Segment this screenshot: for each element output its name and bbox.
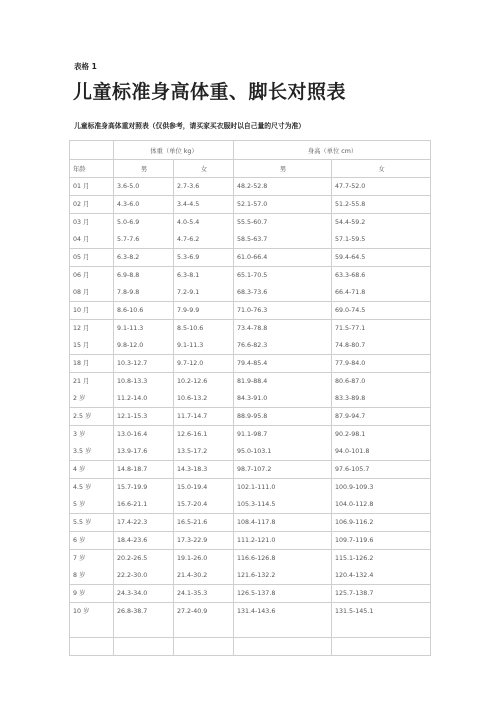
cell-weight-female: [174, 178, 234, 196]
cell-value: 100.9-109.3: [335, 484, 374, 491]
cell-weight-male: [114, 373, 174, 408]
cell-value: 5.3-6.9: [177, 254, 200, 261]
cell-weight-male: [114, 603, 174, 638]
cell-value: 59.4-64.5: [335, 254, 366, 261]
cell-value: 9.1-11.3: [177, 342, 204, 349]
cell-value: 104.0-112.8: [335, 501, 374, 508]
cell-value: 76.6-82.3: [237, 342, 268, 349]
cell-value: 05 月: [73, 254, 90, 261]
table-row: [70, 355, 431, 373]
cell-height-male: [234, 267, 332, 302]
table-row: [70, 585, 431, 603]
cell-weight-female: [174, 302, 234, 320]
cell-weight-female: [174, 249, 234, 267]
cell-value: 11.7-14.7: [177, 413, 208, 420]
cell-height-female: [332, 461, 431, 479]
cell-value: 5.7-7.6: [117, 236, 140, 243]
cell-value: 01 月: [73, 183, 90, 190]
cell-value: 27.2-40.9: [177, 608, 208, 615]
header-weight-male: 男: [114, 160, 174, 178]
cell-value: 4 岁: [73, 466, 86, 473]
cell-value: 87.9-94.7: [335, 413, 366, 420]
cell-value: 7 岁: [73, 555, 86, 562]
cell-height-female: [332, 267, 431, 302]
cell-height-male: [234, 408, 332, 426]
cell-age: [70, 373, 114, 408]
cell-age: [70, 355, 114, 373]
cell-height-female: [332, 302, 431, 320]
cell-height-female: [332, 638, 431, 656]
cell-value: 6 岁: [73, 537, 86, 544]
cell-height-male: [234, 603, 332, 638]
cell-value: 20.2-26.5: [117, 555, 148, 562]
cell-value: 13.9-17.6: [117, 448, 148, 455]
cell-value: 15.7-20.4: [177, 501, 208, 508]
cell-height-female: [332, 426, 431, 461]
cell-weight-male: [114, 638, 174, 656]
table-row: [70, 408, 431, 426]
cell-value: 83.3-89.8: [335, 395, 366, 402]
cell-value: [73, 638, 111, 655]
table-row: [70, 214, 431, 249]
cell-value: [177, 620, 231, 637]
cell-value: 13.5-17.2: [177, 448, 208, 455]
cell-value: 21 月: [73, 378, 90, 385]
table-row: [70, 426, 431, 461]
cell-weight-male: [114, 550, 174, 585]
cell-age: [70, 426, 114, 461]
cell-value: 79.4-85.4: [237, 360, 268, 367]
header-age: 年龄: [70, 160, 114, 178]
cell-value: [335, 638, 428, 655]
cell-value: 111.2-121.0: [237, 537, 276, 544]
cell-weight-male: [114, 408, 174, 426]
cell-weight-female: [174, 214, 234, 249]
cell-value: 55.5-60.7: [237, 219, 268, 226]
cell-value: 8 岁: [73, 572, 86, 579]
cell-height-male: [234, 479, 332, 514]
cell-weight-female: [174, 514, 234, 532]
cell-value: 17.4-22.3: [117, 519, 148, 526]
table-row: [70, 479, 431, 514]
table-row: [70, 514, 431, 532]
cell-height-male: [234, 638, 332, 656]
cell-value: 19.1-26.0: [177, 555, 208, 562]
cell-height-female: [332, 373, 431, 408]
cell-age: [70, 532, 114, 550]
cell-value: 4.0-5.4: [177, 219, 200, 226]
cell-height-male: [234, 178, 332, 196]
cell-height-female: [332, 479, 431, 514]
cell-value: 94.0-101.8: [335, 448, 370, 455]
cell-height-male: [234, 426, 332, 461]
cell-value: 10.6-13.2: [177, 395, 208, 402]
cell-value: 03 月: [73, 219, 90, 226]
cell-value: 48.2-52.8: [237, 183, 268, 190]
cell-weight-female: [174, 638, 234, 656]
cell-value: 109.7-119.6: [335, 537, 374, 544]
cell-value: [237, 620, 329, 637]
cell-weight-female: [174, 355, 234, 373]
cell-value: 10.3-12.7: [117, 360, 148, 367]
cell-weight-female: [174, 479, 234, 514]
cell-value: 3.6-5.0: [117, 183, 140, 190]
cell-height-male: [234, 196, 332, 214]
cell-weight-male: [114, 514, 174, 532]
cell-weight-female: [174, 603, 234, 638]
cell-value: [177, 638, 231, 655]
cell-value: 8.5-10.6: [177, 325, 204, 332]
cell-weight-female: [174, 550, 234, 585]
cell-value: [117, 620, 171, 637]
cell-value: 08 月: [73, 289, 90, 296]
cell-value: 125.7-138.7: [335, 590, 374, 597]
cell-value: 97.6-105.7: [335, 466, 370, 473]
cell-value: 5.0-6.9: [117, 219, 140, 226]
header-height: 身高（单位 cm）: [234, 141, 431, 160]
cell-value: 5 岁: [73, 501, 86, 508]
cell-height-male: [234, 461, 332, 479]
cell-value: 9.7-12.0: [177, 360, 204, 367]
cell-weight-male: [114, 355, 174, 373]
cell-height-male: [234, 585, 332, 603]
cell-value: 106.9-116.2: [335, 519, 374, 526]
table-row: [70, 178, 431, 196]
cell-value: 9 岁: [73, 590, 86, 597]
cell-height-female: [332, 532, 431, 550]
cell-age: [70, 585, 114, 603]
header-weight-female: 女: [174, 160, 234, 178]
cell-age: [70, 302, 114, 320]
cell-value: 9.8-12.0: [117, 342, 144, 349]
cell-age: [70, 408, 114, 426]
cell-age: [70, 514, 114, 532]
cell-value: 10.8-13.3: [117, 378, 148, 385]
cell-weight-female: [174, 426, 234, 461]
cell-weight-female: [174, 408, 234, 426]
cell-height-female: [332, 214, 431, 249]
cell-height-female: [332, 550, 431, 585]
cell-value: 5.5 岁: [73, 519, 92, 526]
cell-value: 7.9-9.9: [177, 307, 200, 314]
cell-value: 131.5-145.1: [335, 608, 374, 615]
cell-value: 108.4-117.8: [237, 519, 276, 526]
table-row: [70, 461, 431, 479]
table-row: [70, 196, 431, 214]
table-row: [70, 603, 431, 638]
cell-height-female: [332, 178, 431, 196]
table-row: [70, 249, 431, 267]
cell-value: 10.2-12.6: [177, 378, 208, 385]
cell-weight-male: [114, 479, 174, 514]
size-chart-table: [69, 140, 431, 656]
cell-weight-female: [174, 585, 234, 603]
cell-height-male: [234, 249, 332, 267]
cell-value: 04 月: [73, 236, 90, 243]
cell-value: 116.6-126.8: [237, 555, 276, 562]
cell-weight-female: [174, 320, 234, 355]
cell-value: 7.2-9.1: [177, 289, 200, 296]
cell-value: [237, 638, 329, 655]
cell-value: 18 月: [73, 360, 90, 367]
cell-age: [70, 550, 114, 585]
cell-age: [70, 461, 114, 479]
cell-value: 65.1-70.5: [237, 272, 268, 279]
cell-value: 90.2-98.1: [335, 431, 366, 438]
cell-value: 06 月: [73, 272, 90, 279]
cell-value: 10 岁: [73, 608, 90, 615]
table-header-sub-row: [70, 160, 431, 178]
cell-value: 81.9-88.4: [237, 378, 268, 385]
header-height-female: 女: [332, 160, 431, 178]
cell-value: 71.0-76.3: [237, 307, 268, 314]
cell-value: 14.8-18.7: [117, 466, 148, 473]
cell-value: 80.6-87.0: [335, 378, 366, 385]
cell-height-male: [234, 302, 332, 320]
cell-height-female: [332, 249, 431, 267]
cell-value: 88.9-95.8: [237, 413, 268, 420]
cell-value: 102.1-111.0: [237, 484, 276, 491]
cell-value: 52.1-57.0: [237, 201, 268, 208]
cell-value: 15 月: [73, 342, 90, 349]
cell-weight-male: [114, 426, 174, 461]
cell-value: 98.7-107.2: [237, 466, 272, 473]
cell-value: 24.1-35.3: [177, 590, 208, 597]
cell-value: 95.0-103.1: [237, 448, 272, 455]
cell-value: 47.7-52.0: [335, 183, 366, 190]
cell-age: [70, 320, 114, 355]
cell-value: 120.4-132.4: [335, 572, 374, 579]
cell-weight-female: [174, 373, 234, 408]
cell-value: 16.6-21.1: [117, 501, 148, 508]
cell-value: 9.1-11.3: [117, 325, 144, 332]
cell-value: 26.8-38.7: [117, 608, 148, 615]
cell-value: 74.8-80.7: [335, 342, 366, 349]
cell-height-female: [332, 603, 431, 638]
table-row: [70, 302, 431, 320]
cell-value: 66.4-71.8: [335, 289, 366, 296]
cell-value: 126.5-137.8: [237, 590, 276, 597]
cell-value: 6.3-8.1: [177, 272, 200, 279]
cell-value: 121.6-132.2: [237, 572, 276, 579]
cell-value: 11.2-14.0: [117, 395, 148, 402]
cell-value: 84.3-91.0: [237, 395, 268, 402]
cell-value: 3 岁: [73, 431, 86, 438]
cell-value: 3.5 岁: [73, 448, 92, 455]
cell-value: 68.3-73.6: [237, 289, 268, 296]
cell-value: 61.0-66.4: [237, 254, 268, 261]
cell-value: 21.4-30.2: [177, 572, 208, 579]
cell-value: 54.4-59.2: [335, 219, 366, 226]
cell-age: [70, 214, 114, 249]
cell-value: 14.3-18.3: [177, 466, 208, 473]
cell-value: 4.5 岁: [73, 484, 92, 491]
cell-value: [335, 620, 428, 637]
cell-weight-female: [174, 196, 234, 214]
cell-value: 15.0-19.4: [177, 484, 208, 491]
table-row: [70, 373, 431, 408]
cell-weight-male: [114, 585, 174, 603]
cell-value: 16.5-21.6: [177, 519, 208, 526]
cell-height-female: [332, 408, 431, 426]
cell-weight-male: [114, 178, 174, 196]
cell-value: 8.6-10.6: [117, 307, 144, 314]
cell-height-male: [234, 355, 332, 373]
cell-height-male: [234, 320, 332, 355]
cell-age: [70, 479, 114, 514]
cell-height-female: [332, 320, 431, 355]
cell-value: 2.5 岁: [73, 413, 92, 420]
header-weight: 体重（单位 kg）: [114, 141, 234, 160]
cell-value: 02 月: [73, 201, 90, 208]
cell-value: 10 月: [73, 307, 90, 314]
cell-value: [117, 638, 171, 655]
cell-age: [70, 178, 114, 196]
header-height-male: 男: [234, 160, 332, 178]
page-title: 儿童标准身高体重、脚长对照表: [73, 81, 347, 103]
table-row: [70, 532, 431, 550]
cell-value: 4.7-6.2: [177, 236, 200, 243]
cell-value: 73.4-78.8: [237, 325, 268, 332]
cell-weight-male: [114, 461, 174, 479]
cell-height-female: [332, 514, 431, 532]
cell-height-female: [332, 585, 431, 603]
cell-weight-female: [174, 532, 234, 550]
cell-value: 6.9-8.8: [117, 272, 140, 279]
cell-value: 12 月: [73, 325, 90, 332]
cell-age: [70, 267, 114, 302]
table-row: [70, 320, 431, 355]
cell-weight-male: [114, 196, 174, 214]
table-row: [70, 638, 431, 656]
cell-age: [70, 196, 114, 214]
cell-weight-male: [114, 249, 174, 267]
cell-value: 58.5-63.7: [237, 236, 268, 243]
cell-value: 77.9-84.0: [335, 360, 366, 367]
cell-weight-female: [174, 461, 234, 479]
cell-age: [70, 603, 114, 638]
cell-height-female: [332, 196, 431, 214]
cell-height-male: [234, 514, 332, 532]
cell-weight-male: [114, 267, 174, 302]
cell-value: [73, 620, 111, 637]
cell-height-male: [234, 532, 332, 550]
cell-value: 12.6-16.1: [177, 431, 208, 438]
cell-value: 2.7-3.6: [177, 183, 200, 190]
cell-value: 6.3-8.2: [117, 254, 140, 261]
cell-value: 12.1-15.3: [117, 413, 148, 420]
cell-age: [70, 249, 114, 267]
cell-weight-male: [114, 320, 174, 355]
cell-value: 57.1-59.5: [335, 236, 366, 243]
cell-value: 4.3-6.0: [117, 201, 140, 208]
cell-weight-male: [114, 532, 174, 550]
cell-value: 105.3-114.5: [237, 501, 276, 508]
cell-value: 51.2-55.8: [335, 201, 366, 208]
cell-value: 91.1-98.7: [237, 431, 268, 438]
cell-value: 71.5-77.1: [335, 325, 366, 332]
table-row: [70, 267, 431, 302]
cell-value: 17.3-22.9: [177, 537, 208, 544]
cell-height-female: [332, 355, 431, 373]
cell-height-male: [234, 214, 332, 249]
cell-weight-female: [174, 267, 234, 302]
cell-value: 24.3-34.0: [117, 590, 148, 597]
cell-value: 115.1-126.2: [335, 555, 374, 562]
cell-value: 13.0-16.4: [117, 431, 148, 438]
table-row: [70, 550, 431, 585]
cell-value: 18.4-23.6: [117, 537, 148, 544]
table-header-group-row: [70, 141, 431, 160]
cell-age: [70, 638, 114, 656]
cell-value: 131.4-143.6: [237, 608, 276, 615]
cell-value: 63.3-68.6: [335, 272, 366, 279]
cell-value: 69.0-74.5: [335, 307, 366, 314]
cell-value: 7.8-9.8: [117, 289, 140, 296]
table-caption-label: 表格 1: [74, 62, 97, 71]
cell-value: 22.2-30.0: [117, 572, 148, 579]
header-empty-cell: [70, 141, 114, 160]
cell-weight-male: [114, 302, 174, 320]
cell-height-male: [234, 373, 332, 408]
cell-value: 15.7-19.9: [117, 484, 148, 491]
cell-height-male: [234, 550, 332, 585]
cell-value: 2 岁: [73, 395, 86, 402]
cell-weight-male: [114, 214, 174, 249]
cell-value: 3.4-4.5: [177, 201, 200, 208]
table-subtitle: 儿童标准身高体重对照表（仅供参考，请买家买衣服时以自己量的尺寸为准）: [74, 122, 306, 130]
